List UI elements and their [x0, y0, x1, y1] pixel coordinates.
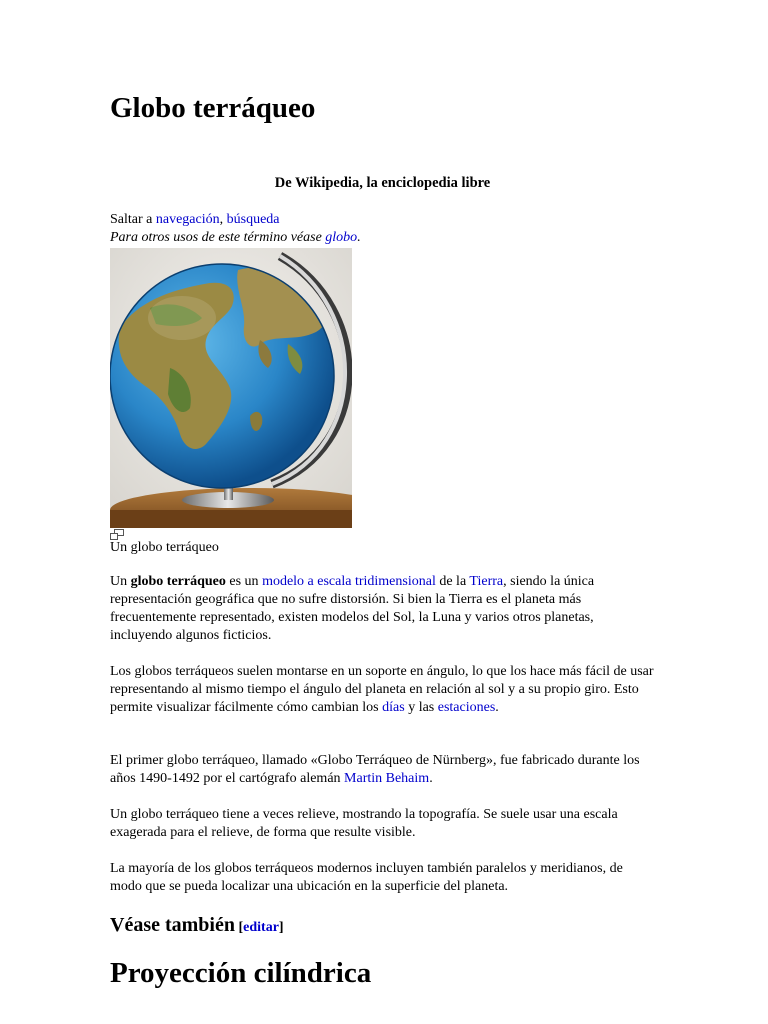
globo-link[interactable]: globo	[325, 230, 358, 245]
paragraph-2	[110, 663, 655, 717]
p3-text: El primer globo terráqueo, llamado «Globo Terráqueo de Nürnberg», fue fabricado durante los años 1490-1492 por el cartógrafo alemán	[110, 753, 640, 786]
jump-prefix: Saltar a	[110, 212, 156, 227]
p3-text: .	[429, 771, 433, 786]
globe-image[interactable]	[110, 248, 352, 528]
jump-links	[110, 211, 280, 229]
p1-text: , siendo la única representación geográfica que no sufre distorsión. Si bien la Tierra es el planeta más frecuentemente representado, existen modelos del Sol, la Luna y varios otros planetas, incluyendo algunos ficticios.	[110, 574, 595, 643]
edit-bracket-close: ]	[278, 920, 284, 935]
magnify-icon[interactable]	[110, 527, 124, 538]
dias-link[interactable]: días	[382, 700, 405, 715]
paragraph-5: La mayoría de los globos terráqueos modernos incluyen también paralelos y meridianos, de modo que se pueda localizar una ubicación en la superficie del planeta.	[110, 861, 623, 894]
p1-text: es un	[225, 574, 263, 589]
p2-text: y las	[404, 700, 438, 715]
edit-bracket-open: [	[234, 920, 244, 935]
edit-link[interactable]: editar	[243, 920, 279, 935]
p2-text: .	[495, 700, 499, 715]
p1-text: Un	[110, 574, 131, 589]
see-also-title: Véase también	[110, 914, 235, 936]
page-title: Globo terráqueo	[110, 92, 316, 124]
paragraph-4: Un globo terráqueo tiene a veces relieve, mostrando la topografía. Se suele usar una escala exagerada para el relieve, de forma que resulte visible.	[110, 807, 618, 840]
dablink-suffix: .	[357, 230, 361, 245]
dablink-text: Para otros usos de este término véase	[110, 230, 326, 245]
modelo-escala-link[interactable]: modelo a escala tridimensional	[262, 574, 436, 589]
p2-text: Los globos terráqueos suelen montarse en un soporte en ángulo, lo que los hace más fácil de usar representando al mismo tiempo el ángulo del planeta en relación al sol y a su propio giro. Esto permite visualizar fácilmente cómo cambian los	[110, 664, 654, 715]
paragraph-1	[110, 573, 655, 645]
p1-bold-term: globo terráqueo	[130, 574, 226, 589]
image-caption: Un globo terráqueo	[110, 540, 219, 555]
estaciones-link[interactable]: estaciones	[437, 700, 496, 715]
jump-separator: ,	[219, 212, 227, 227]
site-subtitle: De Wikipedia, la enciclopedia libre	[274, 175, 491, 191]
edit-section	[235, 920, 284, 935]
p1-text: de la	[435, 574, 470, 589]
martin-behaim-link[interactable]: Martin Behaim	[344, 771, 430, 786]
navigation-link[interactable]: navegación	[155, 212, 220, 227]
paragraph-3	[110, 752, 655, 788]
next-page-title: Proyección cilíndrica	[110, 957, 372, 989]
disambiguation-note	[110, 229, 361, 247]
tierra-link[interactable]: Tierra	[469, 574, 504, 589]
search-link[interactable]: búsqueda	[226, 212, 280, 227]
see-also-heading	[110, 914, 284, 937]
